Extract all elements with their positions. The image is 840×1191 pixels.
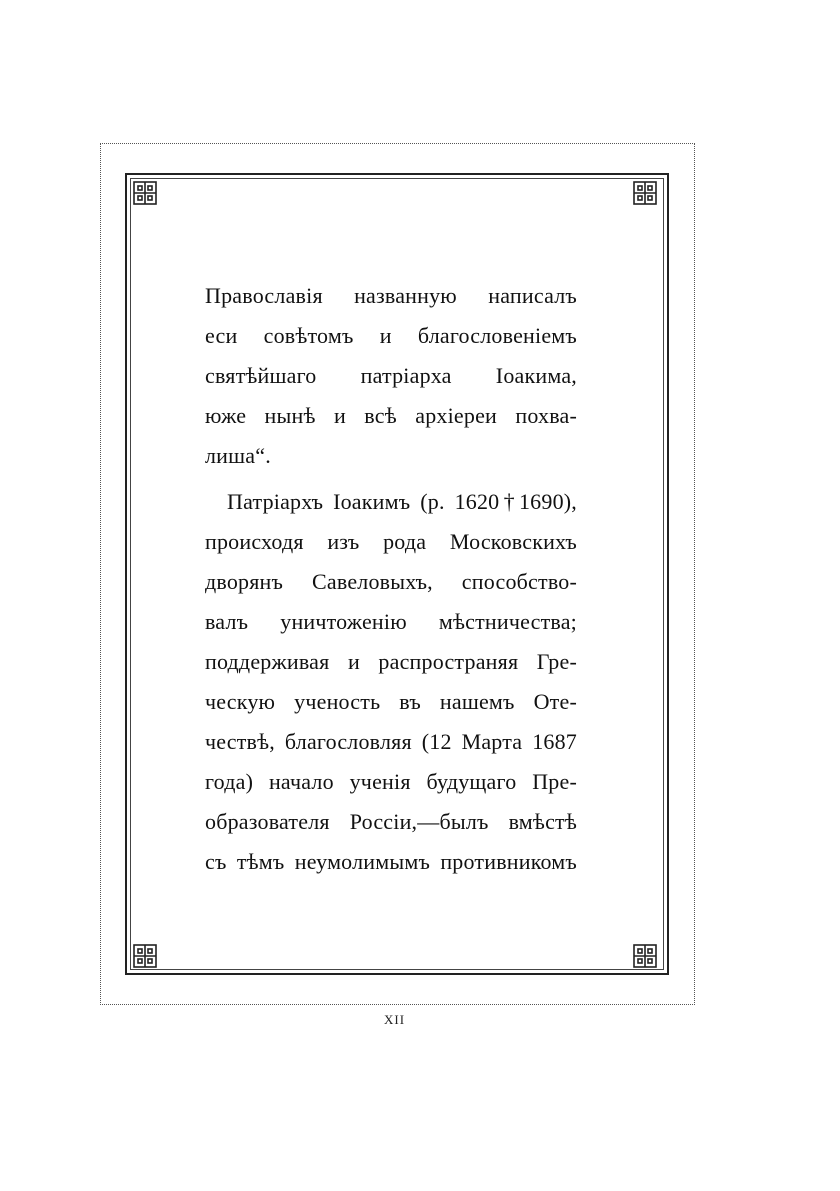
text-line: поддерживая и распространяя Гре- bbox=[205, 649, 577, 674]
text-line: образователя Россіи,—былъ вмѣстѣ bbox=[205, 809, 577, 834]
text-line: лиша“. bbox=[205, 443, 271, 468]
text-line: чествѣ, благословляя (12 Марта 1687 bbox=[205, 729, 577, 754]
fret-corner-ornament-icon bbox=[132, 180, 158, 206]
text-line: года) начало ученія будущаго Пре- bbox=[205, 769, 577, 794]
fret-corner-ornament-icon bbox=[132, 943, 158, 969]
text-line: ческую ученость въ нашемъ Оте- bbox=[205, 689, 577, 714]
text-line: съ тѣмъ неумолимымъ противникомъ bbox=[205, 849, 577, 874]
text-line: валъ уничтоженію мѣстничества; bbox=[205, 609, 577, 634]
text-line: Патріархъ Іоакимъ (р. 1620†1690), bbox=[227, 489, 577, 514]
text-line: Православія названную написалъ bbox=[205, 283, 577, 308]
text-line: святѣйшаго патріарха Іоакима, bbox=[205, 363, 577, 388]
text-line: еси совѣтомъ и благословеніемъ bbox=[205, 323, 577, 348]
text-line: происходя изъ рода Московскихъ bbox=[205, 529, 577, 554]
fret-corner-ornament-icon bbox=[632, 943, 658, 969]
fret-corner-ornament-icon bbox=[632, 180, 658, 206]
page-number: XII bbox=[384, 1012, 406, 1027]
text-line: юже нынѣ и всѣ архіереи похва- bbox=[205, 403, 577, 428]
text-line: дворянъ Савеловыхъ, способство- bbox=[205, 569, 577, 594]
body-text bbox=[205, 276, 577, 882]
